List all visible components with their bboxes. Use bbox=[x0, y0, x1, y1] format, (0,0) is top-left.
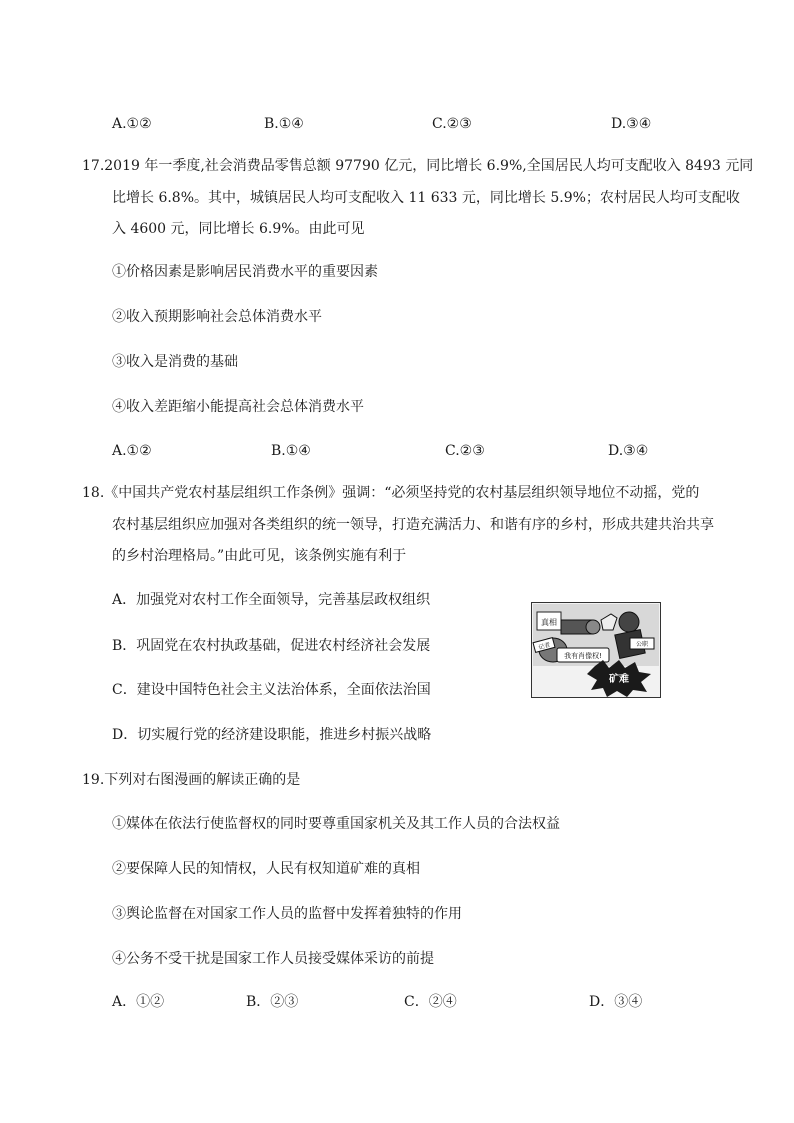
q17-stem-line-2: 比增长 6.8%。其中，城镇居民人均可支配收入 11 633 元，同比增长 5.9%；农村居民人均可支配收 bbox=[112, 190, 740, 206]
speech-bubble-text: 我有肖像权! bbox=[564, 652, 602, 660]
q18-stem-line-3: 的乡村治理格局。”由此可见，该条例实施有利于 bbox=[112, 548, 407, 564]
q19-statement-3: ③舆论监督在对国家工作人员的监督中发挥着独特的作用 bbox=[112, 906, 462, 922]
q16-option-a[interactable]: A.①② bbox=[112, 116, 152, 132]
q18-option-a[interactable]: A．加强党对农村工作全面领导，完善基层政权组织 bbox=[112, 592, 431, 608]
official-head bbox=[619, 612, 639, 632]
cartoon-svg bbox=[531, 602, 661, 698]
q17-option-d[interactable]: D.③④ bbox=[608, 443, 649, 459]
q19-option-d[interactable]: D．③④ bbox=[589, 994, 643, 1010]
q18-option-d[interactable]: D．切实履行党的经济建设职能，推进乡村振兴战略 bbox=[112, 727, 432, 743]
q19-statement-2: ②要保障人民的知情权，人民有权知道矿难的真相 bbox=[112, 861, 420, 877]
banner-text: 矿难 bbox=[609, 674, 629, 685]
q19-statement-4: ④公务不受干扰是国家工作人员接受媒体采访的前提 bbox=[112, 951, 434, 967]
q17-statement-2: ②收入预期影响社会总体消费水平 bbox=[112, 309, 322, 325]
q19-stem: 19.下列对右图漫画的解读正确的是 bbox=[82, 772, 301, 788]
sign-truth-text: 真相 bbox=[541, 618, 557, 627]
camera-lens bbox=[586, 620, 600, 634]
q17-stem-line-3: 入 4600 元，同比增长 6.9%。由此可见 bbox=[112, 221, 365, 237]
q17-option-c[interactable]: C.②③ bbox=[445, 443, 485, 459]
q18-option-c[interactable]: C．建设中国特色社会主义法治体系，全面依法治国 bbox=[112, 682, 431, 698]
q19-option-a[interactable]: A．①② bbox=[112, 994, 165, 1010]
q17-statement-1: ①价格因素是影响居民消费水平的重要因素 bbox=[112, 264, 378, 280]
q18-stem-line-2: 农村基层组织应加强对各类组织的统一领导，打造充满活力、和谐有序的乡村，形成共建共治共享 bbox=[112, 517, 714, 533]
q18-stem-line-1: 18.《中国共产党农村基层组织工作条例》强调：“必须坚持党的农村基层组织领导地位不动摇，党的 bbox=[82, 485, 700, 501]
q17-option-a[interactable]: A.①② bbox=[112, 443, 152, 459]
press-label: 记者 bbox=[537, 641, 552, 652]
q18-option-b[interactable]: B．巩固党在农村执政基础，促进农村经济社会发展 bbox=[112, 638, 431, 654]
q16-option-c[interactable]: C.②③ bbox=[432, 116, 472, 132]
q16-option-d[interactable]: D.③④ bbox=[611, 116, 652, 132]
q17-stem-line-1: 17.2019 年一季度,社会消费品零售总额 97790 亿元，同比增长 6.9%,全国居民人均可支配收入 8493 元同 bbox=[82, 158, 754, 174]
q17-statement-4: ④收入差距缩小能提高社会总体消费水平 bbox=[112, 399, 364, 415]
q16-option-b[interactable]: B.①④ bbox=[264, 116, 304, 132]
q19-statement-1: ①媒体在依法行使监督权的同时要尊重国家机关及其工作人员的合法权益 bbox=[112, 816, 560, 832]
q17-statement-3: ③收入是消费的基础 bbox=[112, 354, 238, 370]
q17-option-b[interactable]: B.①④ bbox=[271, 443, 311, 459]
q19-option-c[interactable]: C．②④ bbox=[404, 994, 457, 1010]
official-label: 公职 bbox=[635, 641, 649, 648]
q19-option-b[interactable]: B．②③ bbox=[246, 994, 299, 1010]
cartoon-illustration bbox=[531, 602, 661, 698]
